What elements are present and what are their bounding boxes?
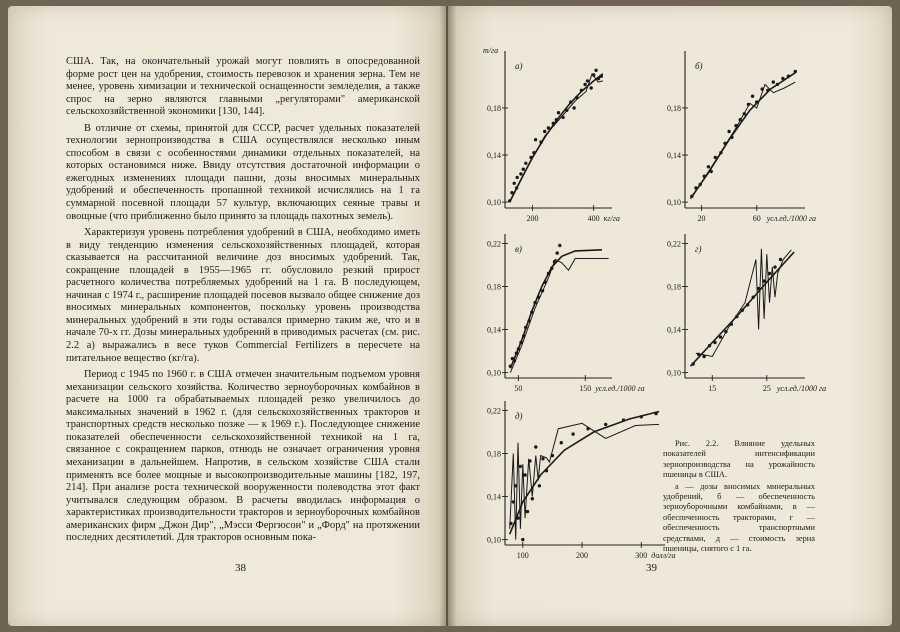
y-tick-label: 0,14 xyxy=(667,151,681,161)
page-number-left: 38 xyxy=(235,562,246,574)
fit-curve xyxy=(510,250,602,368)
data-point xyxy=(510,191,513,194)
panel-letter: в) xyxy=(515,244,522,254)
data-point xyxy=(600,75,603,78)
data-point xyxy=(513,182,516,185)
data-point xyxy=(575,96,578,99)
data-point xyxy=(524,162,527,165)
data-point xyxy=(533,301,536,304)
data-point xyxy=(713,341,716,344)
data-point xyxy=(541,457,544,460)
data-point xyxy=(743,112,746,115)
x-tick-label: 20 xyxy=(697,214,706,223)
data-point xyxy=(787,75,790,78)
x-axis-unit: долл/га xyxy=(651,551,676,560)
data-point xyxy=(757,287,760,290)
data-point xyxy=(539,140,542,143)
x-tick-label: 50 xyxy=(514,384,523,393)
panel-letter: г) xyxy=(695,244,702,254)
trend-line xyxy=(511,74,603,200)
data-point xyxy=(524,326,527,329)
data-point xyxy=(509,365,512,368)
data-point xyxy=(730,323,733,326)
data-point xyxy=(768,272,771,275)
data-point xyxy=(794,70,797,73)
paragraph: США. Так, на окончательный урожай могут повлиять в опосредованной форме рост цен на удобрения, стоимость перевозок и хранения зерна. Тем не менее, уровень химизации и технической оснащенности земледелия, а также спрос на зерно являются главными „регуляторами" американской сельскохозяйственной экономики [130, 144]. xyxy=(66,56,420,118)
data-point xyxy=(556,251,559,254)
y-axis-unit: т/га xyxy=(483,46,499,55)
chart-panel xyxy=(487,234,645,393)
data-point xyxy=(719,151,722,154)
data-point xyxy=(752,296,755,299)
y-tick-label: 0,10 xyxy=(667,368,681,378)
chart-panel xyxy=(667,51,816,223)
data-point xyxy=(776,83,779,86)
data-point xyxy=(772,80,775,83)
data-point xyxy=(517,347,520,350)
data-point xyxy=(751,95,754,98)
x-tick-label: 400 xyxy=(587,214,600,223)
fit-curve xyxy=(510,74,603,202)
data-point xyxy=(543,281,546,284)
paragraph: В отличие от схемы, принятой для СССР, расчет удельных показателей технологии зернопроизводства в США осуществлялся несколько иным способом в связи с особенностями динамики отдельных показателей, на которых остановимся ниже. Ввиду отсутствия достаточной информации о ежегодных изменениях площади пашни, дозы вносимых минеральных удобрений и обеспеченность пропашной техникой исчислялись на 1 га суммарной посевной площади 57 культур, включающих сеяные травы и овощные (что приближенно было принято за площадь пахотных земель). xyxy=(66,122,420,222)
panel-letter: а) xyxy=(515,61,523,71)
data-point xyxy=(586,79,589,82)
data-point xyxy=(516,516,519,519)
data-point xyxy=(519,465,522,468)
fit-curve xyxy=(510,412,659,535)
data-point xyxy=(537,296,540,299)
data-point xyxy=(513,359,516,362)
data-point xyxy=(697,353,700,356)
data-point xyxy=(560,441,563,444)
data-point xyxy=(522,168,525,171)
data-point xyxy=(555,118,558,121)
trend-line xyxy=(696,249,792,357)
data-point xyxy=(694,186,697,189)
chart-panel xyxy=(487,401,675,560)
data-point xyxy=(703,175,706,178)
data-point xyxy=(702,355,705,358)
data-point xyxy=(707,165,710,168)
data-point xyxy=(558,244,561,247)
data-point xyxy=(534,445,537,448)
data-point xyxy=(569,100,572,103)
data-point xyxy=(708,344,711,347)
y-tick-label: 0,14 xyxy=(487,151,501,161)
data-point xyxy=(580,89,583,92)
fit-curve xyxy=(691,73,796,199)
data-point xyxy=(571,432,574,435)
y-tick-label: 0,10 xyxy=(487,368,501,378)
data-point xyxy=(515,186,518,189)
figure-caption xyxy=(663,439,815,554)
x-axis-unit: кг/га xyxy=(603,214,620,223)
data-point xyxy=(547,126,550,129)
data-point xyxy=(532,151,535,154)
data-point xyxy=(583,83,586,86)
data-point xyxy=(710,170,713,173)
data-point xyxy=(530,311,533,314)
data-point xyxy=(597,77,600,80)
y-tick-label: 0,18 xyxy=(667,103,681,113)
data-point xyxy=(547,272,550,275)
data-point xyxy=(724,330,727,333)
data-point xyxy=(730,136,733,139)
data-point xyxy=(723,142,726,145)
y-tick-label: 0,22 xyxy=(487,239,501,249)
data-point xyxy=(534,138,537,141)
data-point xyxy=(538,484,541,487)
data-point xyxy=(739,118,742,121)
y-tick-label: 0,10 xyxy=(487,198,501,208)
x-tick-label: 200 xyxy=(526,214,539,223)
data-point xyxy=(727,130,730,133)
data-point xyxy=(543,130,546,133)
chart-panel xyxy=(483,46,620,223)
caption-title: Рис. 2.2. Влияние удельных показателей интенсификации зернопроизводства на урожайность пшеницы в США. xyxy=(663,439,815,480)
trend-line xyxy=(510,259,608,373)
data-point xyxy=(594,69,597,72)
trend-line xyxy=(692,82,795,197)
y-tick-label: 0,18 xyxy=(487,449,501,459)
data-point xyxy=(746,303,749,306)
data-point xyxy=(773,265,776,268)
data-point xyxy=(590,86,593,89)
data-point xyxy=(531,497,534,500)
data-point xyxy=(690,195,693,198)
paragraph: Период с 1945 по 1960 г. в США отмечен значительным подъемом уровня механизации сельского хозяйства. Количество зерноуборочных комбайнов в расчете на 1000 га обрабатываемых площадей резко увеличилось до максимальных значений в 1962 г. (для сельскохозяйственных тракторов и транспортных средств несколько позже — к 1969 г.). Последующее снижение показателей обеспеченности сельскохозяйственной техникой на 1 га, связанное с сокращением парков, отнюдь не означает ограничения уровня механизации в дальнейшем. Напротив, в сельском хозяйстве США стали применять все более мощные и высокопроизводительные машины [182, 197, 214]. При анализе роста технической вооруженности полеводства этот факт учитывался следующим образом. В расчеты вводилась информация о характеристиках производительности тракторов и зерноуборочных комбайнов американских фирм „Джон Дир", „Мэсси Фергюсон" и „Форд" на протяжении последних десятилетий. Для тракторов основным пока- xyxy=(66,369,420,544)
trend-line xyxy=(510,423,659,539)
data-point xyxy=(509,522,512,525)
y-tick-label: 0,14 xyxy=(487,325,501,335)
data-point xyxy=(719,335,722,338)
y-tick-label: 0,22 xyxy=(487,406,501,416)
data-point xyxy=(741,309,744,312)
data-point xyxy=(519,341,522,344)
data-point xyxy=(734,124,737,127)
data-point xyxy=(545,469,548,472)
data-point xyxy=(527,319,530,322)
y-tick-label: 0,22 xyxy=(667,239,681,249)
caption-legend: а — дозы вносимых минеральных удобрений, б — обеспеченность зерноуборочными комбайнами, в — обеспеченность тракторами, г — обеспеченность транспортными средствами, д — стоимость зерна пшеницы, снятого с 1 га. xyxy=(663,481,815,554)
data-point xyxy=(640,415,643,418)
data-point xyxy=(604,423,607,426)
page-number-right: 39 xyxy=(646,562,657,574)
data-point xyxy=(561,116,564,119)
x-tick-label: 150 xyxy=(579,384,592,393)
data-point xyxy=(551,454,554,457)
data-point xyxy=(735,315,738,318)
data-point xyxy=(528,459,531,462)
data-point xyxy=(552,122,555,125)
data-point xyxy=(779,258,782,261)
x-axis-unit: усл.ед./1000 га xyxy=(766,214,817,223)
x-tick-label: 25 xyxy=(762,384,771,393)
data-point xyxy=(512,500,515,503)
data-point xyxy=(541,289,544,292)
x-axis-unit: усл.ед./1000 га xyxy=(776,384,827,393)
x-tick-label: 60 xyxy=(752,214,761,223)
data-point xyxy=(622,418,625,421)
data-point xyxy=(565,109,568,112)
data-point xyxy=(522,334,525,337)
y-tick-label: 0,18 xyxy=(667,282,681,292)
data-point xyxy=(519,172,522,175)
data-point xyxy=(521,538,524,541)
panel-letter: б) xyxy=(695,61,703,71)
x-tick-label: 200 xyxy=(576,551,589,560)
x-axis-unit: усл.ед./1000 га xyxy=(595,384,645,393)
data-point xyxy=(526,510,529,513)
panel-letter: д) xyxy=(515,411,523,421)
data-point xyxy=(557,111,560,114)
data-point xyxy=(766,89,769,92)
data-point xyxy=(692,362,695,365)
y-tick-label: 0,18 xyxy=(487,282,501,292)
data-point xyxy=(516,176,519,179)
data-point xyxy=(755,100,758,103)
data-point xyxy=(762,279,765,282)
y-tick-label: 0,10 xyxy=(667,198,681,208)
data-point xyxy=(553,260,556,263)
x-tick-label: 100 xyxy=(516,551,529,560)
data-point xyxy=(586,427,589,430)
data-point xyxy=(781,77,784,80)
data-point xyxy=(761,87,764,90)
data-point xyxy=(699,183,702,186)
x-tick-label: 300 xyxy=(635,551,648,560)
data-point xyxy=(550,267,553,270)
paragraph: Характеризуя уровень потребления удобрений в США, необходимо иметь в виду тенденцию изменения сельскохозяйственных площадей, которая сказывается на рассчитанной величине доз вносимых удобрений. Так, сокращение площадей в 1955—1965 гг. обусловило резкий прирост расчетного количества потребляемых удобрений на 1 га. В последующем, начиная с 1974 г., расширение площадей посевов вызвало общее снижение доз вносимых минеральных компонентов, поскольку уровень производства минеральных удобрений в эти годы оставался примерно таким же, что и в начале 70-х гг. Дозы минеральных удобрений в приводимых расчетах (см. рис. 2.2 а) выражались в весе туков Commercial Fertilizers в пересчете на питательное вещество (кг/га). xyxy=(66,227,420,364)
data-point xyxy=(523,473,526,476)
data-point xyxy=(714,156,717,159)
data-point xyxy=(529,156,532,159)
y-tick-label: 0,10 xyxy=(487,535,501,545)
x-tick-label: 15 xyxy=(708,384,717,393)
y-tick-label: 0,14 xyxy=(667,325,681,335)
data-point xyxy=(515,352,518,355)
data-point xyxy=(514,484,517,487)
data-point xyxy=(508,199,511,202)
y-tick-label: 0,18 xyxy=(487,103,501,113)
y-tick-label: 0,14 xyxy=(487,492,501,502)
data-point xyxy=(592,73,595,76)
data-point xyxy=(747,103,750,106)
data-point xyxy=(572,106,575,109)
data-point xyxy=(654,412,657,415)
chart-panel xyxy=(667,234,826,393)
